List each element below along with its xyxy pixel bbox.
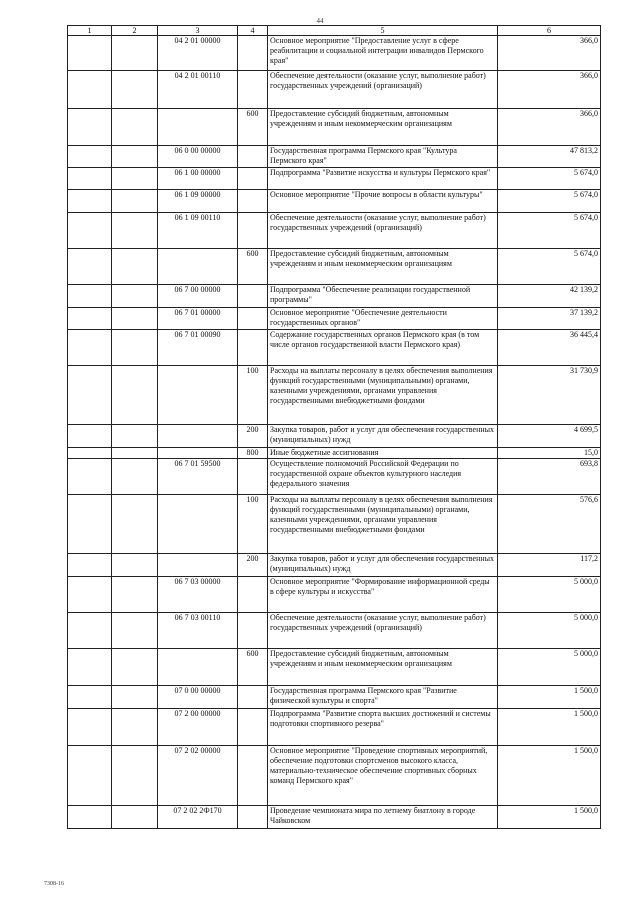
cell-col1 [68,285,112,308]
column-header: 1 [68,26,112,36]
cell-expense-type [238,330,268,366]
cell-name: Проведение чемпионата мира по летнему биатлону в городе Чайковском [268,806,498,829]
cell-col2 [112,249,158,285]
cell-col1 [68,686,112,709]
cell-col2 [112,425,158,448]
column-header: 2 [112,26,158,36]
cell-expense-type: 600 [238,249,268,285]
cell-col2 [112,613,158,649]
cell-col1 [68,366,112,425]
cell-code: 07 0 00 00000 [158,686,238,709]
cell-expense-type: 600 [238,109,268,146]
cell-amount: 366,0 [498,71,601,109]
cell-expense-type [238,577,268,613]
table-row [68,459,601,495]
cell-col1 [68,425,112,448]
table-row [68,190,601,213]
table-row [68,285,601,308]
cell-amount: 5 674,0 [498,213,601,249]
cell-name: Иные бюджетные ассигнования [268,448,498,459]
table-row [68,686,601,709]
cell-col1 [68,746,112,806]
table-row [68,71,601,109]
cell-expense-type: 200 [238,425,268,448]
table-row [68,448,601,459]
column-header: 6 [498,26,601,36]
cell-code: 07 2 02 00000 [158,746,238,806]
cell-code: 06 1 09 00110 [158,213,238,249]
cell-code: 06 1 09 00000 [158,190,238,213]
cell-col1 [68,249,112,285]
document-code: 7308-16 [44,881,64,887]
cell-col2 [112,71,158,109]
cell-name: Государственная программа Пермского края "Развитие физической культуры и спорта" [268,686,498,709]
cell-expense-type: 800 [238,448,268,459]
cell-expense-type [238,146,268,168]
cell-col2 [112,330,158,366]
cell-col1 [68,649,112,686]
cell-amount: 15,0 [498,448,601,459]
cell-name: Подпрограмма "Обеспечение реализации государственной программы" [268,285,498,308]
cell-name: Подпрограмма "Развитие искусства и культуры Пермского края" [268,168,498,190]
cell-col2 [112,448,158,459]
table-row [68,554,601,577]
cell-name: Подпрограмма "Развитие спорта высших достижений и системы подготовки спортивного резерва" [268,709,498,746]
cell-name: Государственная программа Пермского края "Культура Пермского края" [268,146,498,168]
cell-amount: 31 730,9 [498,366,601,425]
cell-col2 [112,146,158,168]
cell-code [158,649,238,686]
cell-expense-type [238,459,268,495]
cell-col1 [68,709,112,746]
cell-name: Обеспечение деятельности (оказание услуг, выполнение работ) государственных учреждений (организаций) [268,613,498,649]
cell-name: Содержание государственных органов Пермского края (в том числе органов государственной власти Пермского края) [268,330,498,366]
cell-expense-type [238,709,268,746]
cell-col1 [68,308,112,330]
cell-col1 [68,613,112,649]
cell-code: 07 2 02 2Ф170 [158,806,238,829]
cell-col2 [112,806,158,829]
cell-name: Обеспечение деятельности (оказание услуг, выполнение работ) государственных учреждений (организаций) [268,213,498,249]
cell-expense-type [238,285,268,308]
table-row [68,109,601,146]
cell-expense-type [238,71,268,109]
cell-name: Основное мероприятие "Обеспечение деятельности государственных органов" [268,308,498,330]
column-header: 5 [268,26,498,36]
cell-col2 [112,285,158,308]
cell-expense-type [238,746,268,806]
budget-table [67,25,601,829]
cell-code [158,366,238,425]
cell-col2 [112,190,158,213]
column-header: 4 [238,26,268,36]
cell-amount: 4 699,5 [498,425,601,448]
cell-amount: 693,8 [498,459,601,495]
page-number: 44 [316,17,324,25]
cell-name: Основное мероприятие "Проведение спортивных мероприятий, обеспечение подготовки спортсменов высокого класса, материально-техническое обеспечение спортивных сборных команд Пермского края" [268,746,498,806]
table-row [68,577,601,613]
table-row [68,495,601,554]
cell-expense-type: 100 [238,366,268,425]
cell-code [158,425,238,448]
cell-col1 [68,36,112,71]
cell-amount: 5 000,0 [498,577,601,613]
cell-code: 06 1 00 00000 [158,168,238,190]
cell-col1 [68,577,112,613]
cell-code [158,448,238,459]
cell-col1 [68,71,112,109]
cell-name: Закупка товаров, работ и услуг для обеспечения государственных (муниципальных) нужд [268,554,498,577]
cell-amount: 36 445,4 [498,330,601,366]
cell-name: Закупка товаров, работ и услуг для обеспечения государственных (муниципальных) нужд [268,425,498,448]
cell-expense-type [238,36,268,71]
table-row [68,613,601,649]
cell-code [158,495,238,554]
column-header-row [68,26,601,36]
cell-col1 [68,146,112,168]
cell-col1 [68,806,112,829]
cell-code: 04 2 01 00000 [158,36,238,71]
cell-amount: 1 500,0 [498,709,601,746]
cell-amount: 5 000,0 [498,649,601,686]
cell-code: 06 7 03 00110 [158,613,238,649]
cell-col2 [112,168,158,190]
cell-expense-type [238,613,268,649]
table-row [68,146,601,168]
cell-name: Расходы на выплаты персоналу в целях обеспечения выполнения функций государственными (муниципальными) органами, казенными учреждениями, органами управления государственными внебюджетными фондами [268,366,498,425]
cell-col1 [68,448,112,459]
cell-expense-type [238,168,268,190]
cell-amount: 117,2 [498,554,601,577]
cell-col1 [68,330,112,366]
cell-col1 [68,554,112,577]
cell-amount: 1 500,0 [498,806,601,829]
cell-col2 [112,213,158,249]
cell-name: Обеспечение деятельности (оказание услуг, выполнение работ) государственных учреждений (организаций) [268,71,498,109]
cell-amount: 5 674,0 [498,190,601,213]
cell-expense-type: 100 [238,495,268,554]
table-row [68,366,601,425]
table-row [68,249,601,285]
cell-col2 [112,36,158,71]
table-row [68,425,601,448]
cell-code [158,554,238,577]
table-row [68,746,601,806]
table-row [68,308,601,330]
table-row [68,330,601,366]
table-row [68,36,601,71]
cell-col2 [112,746,158,806]
cell-code [158,109,238,146]
cell-code: 06 0 00 00000 [158,146,238,168]
cell-name: Предоставление субсидий бюджетным, автономным учреждениям и иным некоммерческим организациям [268,109,498,146]
cell-name: Основное мероприятие "Предоставление услуг в сфере реабилитации и социальной интеграции инвалидов Пермского края" [268,36,498,71]
cell-name: Основное мероприятие "Прочие вопросы в области культуры" [268,190,498,213]
cell-name: Расходы на выплаты персоналу в целях обеспечения выполнения функций государственными (муниципальными) органами, казенными учреждениями, органами управления государственными внебюджетными фондами [268,495,498,554]
cell-code: 06 7 00 00000 [158,285,238,308]
cell-col2 [112,308,158,330]
cell-code: 06 7 03 00000 [158,577,238,613]
cell-name: Осуществление полномочий Российской Федерации по государственной охране объектов культурного наследия федерального значения [268,459,498,495]
cell-col2 [112,554,158,577]
cell-amount: 5 000,0 [498,613,601,649]
table-row [68,649,601,686]
cell-amount: 47 813,2 [498,146,601,168]
cell-amount: 42 139,2 [498,285,601,308]
table-row [68,709,601,746]
table-row [68,168,601,190]
cell-col2 [112,109,158,146]
cell-code: 04 2 01 00110 [158,71,238,109]
cell-name: Предоставление субсидий бюджетным, автономным учреждениям и иным некоммерческим организациям [268,649,498,686]
cell-col1 [68,168,112,190]
cell-expense-type [238,686,268,709]
cell-amount: 1 500,0 [498,686,601,709]
cell-col1 [68,190,112,213]
cell-amount: 37 139,2 [498,308,601,330]
cell-col1 [68,495,112,554]
cell-amount: 5 674,0 [498,168,601,190]
cell-name: Предоставление субсидий бюджетным, автономным учреждениям и иным некоммерческим организациям [268,249,498,285]
cell-col1 [68,109,112,146]
cell-expense-type: 200 [238,554,268,577]
column-header: 3 [158,26,238,36]
cell-col2 [112,366,158,425]
cell-expense-type: 600 [238,649,268,686]
table-body [68,36,601,829]
cell-code: 07 2 00 00000 [158,709,238,746]
cell-col1 [68,213,112,249]
cell-col1 [68,459,112,495]
cell-amount: 576,6 [498,495,601,554]
cell-expense-type [238,806,268,829]
cell-col2 [112,459,158,495]
cell-amount: 366,0 [498,109,601,146]
cell-code: 06 7 01 00000 [158,308,238,330]
cell-code [158,249,238,285]
cell-amount: 1 500,0 [498,746,601,806]
cell-name: Основное мероприятие "Формирование информационной среды в сфере культуры и искусства" [268,577,498,613]
cell-expense-type [238,190,268,213]
cell-code: 06 7 01 00090 [158,330,238,366]
cell-col2 [112,577,158,613]
cell-expense-type [238,308,268,330]
cell-col2 [112,495,158,554]
cell-code: 06 7 01 59500 [158,459,238,495]
cell-amount: 5 674,0 [498,249,601,285]
cell-amount: 366,0 [498,36,601,71]
table-row [68,806,601,829]
cell-expense-type [238,213,268,249]
cell-col2 [112,686,158,709]
cell-col2 [112,709,158,746]
cell-col2 [112,649,158,686]
table-row [68,213,601,249]
